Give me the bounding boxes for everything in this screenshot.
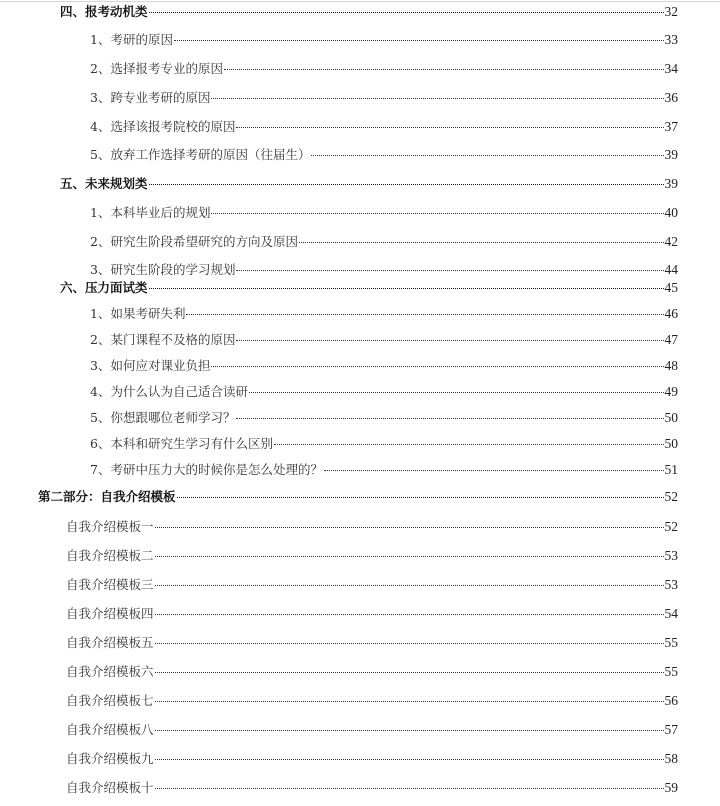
- page-top-border: [0, 1, 720, 2]
- dot-leader: [149, 288, 664, 289]
- dot-leader: [236, 127, 663, 128]
- toc-entry-page: 55: [664, 664, 678, 679]
- toc-entry-page: 59: [664, 780, 678, 795]
- toc-entry-page: 33: [664, 32, 678, 47]
- toc-entry[interactable]: [90, 233, 678, 251]
- dot-leader: [155, 672, 664, 673]
- dot-leader: [155, 643, 664, 644]
- toc-entry[interactable]: [38, 488, 678, 506]
- toc-entry-page: 34: [664, 61, 678, 76]
- toc-entry-title: 自我介绍模板一: [66, 519, 154, 534]
- dot-leader: [224, 69, 664, 70]
- toc-entry[interactable]: [66, 750, 678, 768]
- toc-entry-page: 58: [664, 751, 678, 766]
- toc-entry[interactable]: [66, 576, 678, 594]
- toc-entry-title: 3、研究生阶段的学习规划: [90, 262, 236, 277]
- toc-entry[interactable]: [66, 721, 678, 739]
- dot-leader: [249, 392, 664, 393]
- toc-entry[interactable]: [60, 3, 678, 21]
- toc-entry-title: 5、你想跟哪位老师学习？: [90, 410, 236, 425]
- toc-entry-title: 自我介绍模板九: [66, 751, 154, 766]
- toc-entry[interactable]: [66, 605, 678, 623]
- toc-entry-title: 6、本科和研究生学习有什么区别: [90, 436, 273, 451]
- dot-leader: [274, 444, 664, 445]
- toc-entry[interactable]: [90, 204, 678, 222]
- toc-entry[interactable]: [90, 146, 678, 164]
- toc-entry-page: 53: [664, 577, 678, 592]
- toc-entry[interactable]: [90, 60, 678, 78]
- dot-leader: [211, 366, 663, 367]
- toc-entry-title: 五、未来规划类: [60, 176, 148, 191]
- toc-entry[interactable]: [90, 261, 678, 279]
- toc-entry-page: 51: [664, 462, 678, 477]
- toc-entry-title: 自我介绍模板十: [66, 780, 154, 795]
- toc-entry-title: 2、研究生阶段希望研究的方向及原因: [90, 234, 298, 249]
- dot-leader: [155, 701, 664, 702]
- dot-leader: [155, 585, 664, 586]
- dot-leader: [155, 556, 664, 557]
- toc-entry-title: 3、如何应对课业负担: [90, 358, 211, 373]
- dot-leader: [186, 314, 663, 315]
- toc-entry-title: 1、如果考研失利: [90, 306, 186, 321]
- dot-leader: [177, 497, 664, 498]
- toc-entry[interactable]: [66, 663, 678, 681]
- toc-entry-page: 54: [664, 606, 678, 621]
- toc-entry[interactable]: [60, 279, 678, 297]
- toc-entry-title: 5、放弃工作选择考研的原因（往届生）: [90, 147, 311, 162]
- toc-entry-page: 57: [664, 722, 678, 737]
- toc-entry-title: 1、本科毕业后的规划: [90, 205, 211, 220]
- toc-entry-page: 48: [664, 358, 678, 373]
- toc-entry[interactable]: [90, 461, 678, 479]
- dot-leader: [149, 12, 664, 13]
- toc-entry-title: 四、报考动机类: [60, 4, 148, 19]
- toc-entry[interactable]: [90, 31, 678, 49]
- dot-leader: [155, 730, 664, 731]
- toc-entry[interactable]: [66, 634, 678, 652]
- dot-leader: [174, 40, 664, 41]
- toc-entry-title: 4、选择该报考院校的原因: [90, 119, 236, 134]
- toc-entry-title: 第二部分：自我介绍模板: [38, 489, 176, 504]
- dot-leader: [236, 270, 663, 271]
- toc-entry-title: 六、压力面试类: [60, 280, 148, 295]
- toc-entry-title: 自我介绍模板四: [66, 606, 154, 621]
- toc-entry-page: 32: [664, 4, 678, 19]
- dot-leader: [311, 155, 663, 156]
- toc-entry-title: 4、为什么认为自己适合读研: [90, 384, 248, 399]
- toc-entry[interactable]: [66, 547, 678, 565]
- toc-entry-page: 49: [664, 384, 678, 399]
- toc-entry-page: 55: [664, 635, 678, 650]
- toc-entry-title: 自我介绍模板三: [66, 577, 154, 592]
- toc-entry-page: 45: [664, 280, 678, 295]
- dot-leader: [155, 527, 664, 528]
- toc-entry-page: 39: [664, 176, 678, 191]
- dot-leader: [155, 614, 664, 615]
- toc-entry[interactable]: [90, 331, 678, 349]
- toc-entry-page: 50: [664, 436, 678, 451]
- dot-leader: [149, 184, 664, 185]
- toc-entry[interactable]: [60, 175, 678, 193]
- toc-entry-page: 37: [664, 119, 678, 134]
- toc-entry[interactable]: [66, 692, 678, 710]
- toc-entry-page: 42: [664, 234, 678, 249]
- toc-entry-page: 36: [664, 90, 678, 105]
- dot-leader: [155, 759, 664, 760]
- toc-entry[interactable]: [90, 89, 678, 107]
- toc-entry-title: 2、某门课程不及格的原因: [90, 332, 236, 347]
- toc-entry-page: 56: [664, 693, 678, 708]
- toc-entry[interactable]: [90, 305, 678, 323]
- toc-entry-page: 40: [664, 205, 678, 220]
- toc-entry-page: 53: [664, 548, 678, 563]
- toc-entry[interactable]: [66, 779, 678, 797]
- toc-entry-page: 52: [664, 489, 678, 504]
- toc-entry[interactable]: [90, 435, 678, 453]
- dot-leader: [299, 242, 664, 243]
- toc-entry-page: 47: [664, 332, 678, 347]
- toc-entry-title: 自我介绍模板六: [66, 664, 154, 679]
- dot-leader: [324, 470, 664, 471]
- toc-entry-page: 39: [664, 147, 678, 162]
- toc-entry-page: 46: [664, 306, 678, 321]
- toc-entry[interactable]: [90, 357, 678, 375]
- toc-entry-page: 52: [664, 519, 678, 534]
- dot-leader: [155, 788, 664, 789]
- toc-entry[interactable]: [90, 118, 678, 136]
- toc-entry[interactable]: [90, 409, 678, 427]
- toc-entry[interactable]: [90, 383, 678, 401]
- dot-leader: [211, 98, 663, 99]
- toc-entry-title: 自我介绍模板七: [66, 693, 154, 708]
- toc-entry-title: 3、跨专业考研的原因: [90, 90, 211, 105]
- toc-entry-title: 自我介绍模板五: [66, 635, 154, 650]
- toc-entry-title: 自我介绍模板八: [66, 722, 154, 737]
- toc-entry-title: 自我介绍模板二: [66, 548, 154, 563]
- toc-entry-page: 44: [664, 262, 678, 277]
- dot-leader: [236, 340, 663, 341]
- toc-entry-title: 2、选择报考专业的原因: [90, 61, 223, 76]
- toc-entry[interactable]: [66, 518, 678, 536]
- toc-entry-page: 50: [664, 410, 678, 425]
- dot-leader: [236, 418, 663, 419]
- toc-entry-title: 1、考研的原因: [90, 32, 173, 47]
- dot-leader: [211, 213, 663, 214]
- toc-entry-title: 7、考研中压力大的时候你是怎么处理的？: [90, 462, 323, 477]
